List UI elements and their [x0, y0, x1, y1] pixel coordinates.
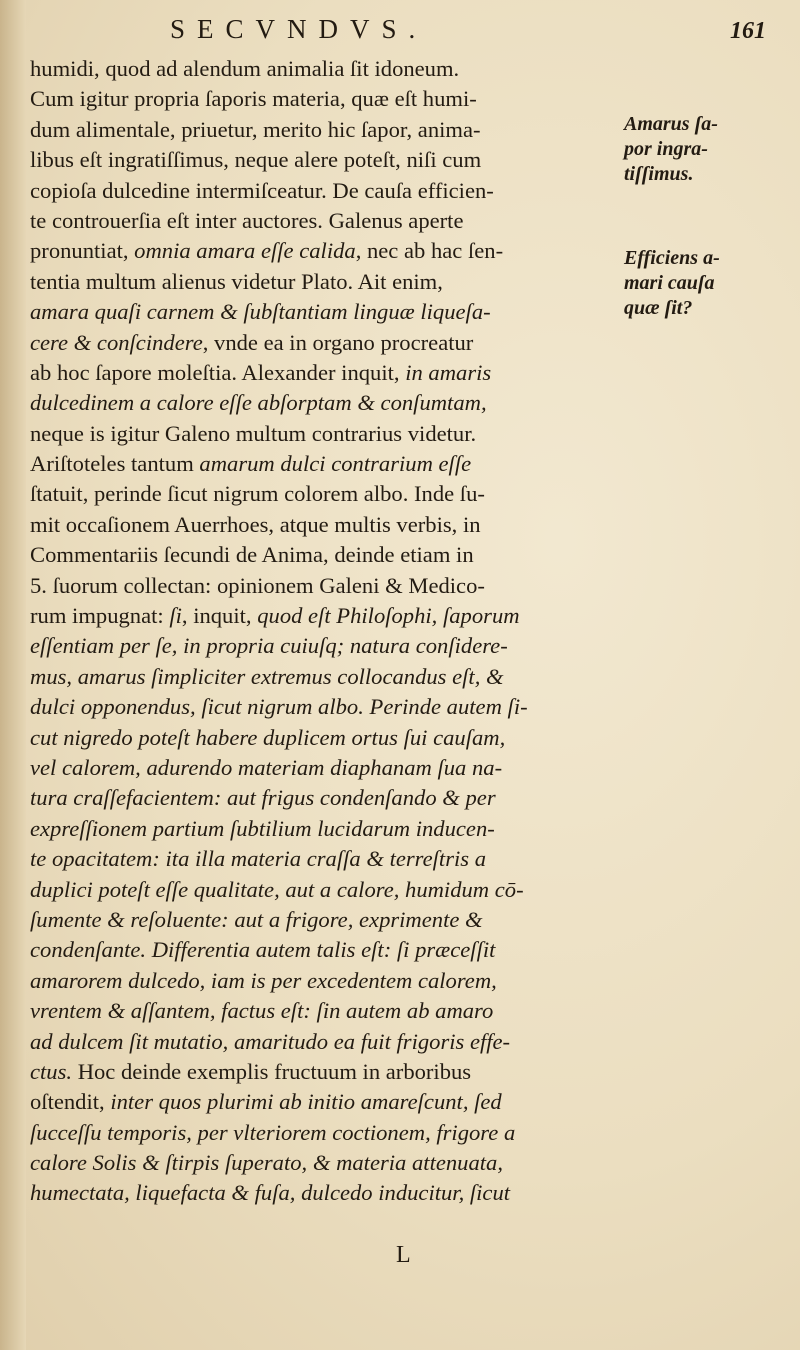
text-line — [30, 935, 628, 965]
text-line — [30, 267, 628, 297]
text-line — [30, 783, 628, 813]
italic-text-segment: vrentem & aſſantem, factus eſt: ſin autem ab amaro — [30, 998, 494, 1024]
text-line — [30, 1087, 628, 1117]
roman-text-segment: tentia multum alienus videtur Plato. Ait enim, — [30, 268, 443, 294]
italic-text-segment: cut nigredo poteſt habere duplicem ortus ſui cauſam, — [30, 724, 506, 750]
text-line — [30, 996, 628, 1026]
roman-text-segment: copioſa dulcedine intermiſceatur. De cauſa efficien- — [30, 177, 494, 203]
italic-text-segment: duplici poteſt eſſe qualitate, aut a calore, humidum cō- — [30, 876, 524, 902]
text-line — [30, 571, 628, 601]
italic-text-segment: amara quaſi carnem & ſubſtantiam linguæ liqueſa- — [30, 299, 491, 325]
roman-text-segment: libus eſt ingratiſſimus, neque alere poteſt, niſi cum — [30, 147, 482, 173]
text-line — [30, 723, 628, 753]
text-line — [30, 236, 628, 266]
text-line — [30, 510, 628, 540]
italic-text-segment: condenſante. — [30, 937, 147, 963]
text-line — [30, 601, 628, 631]
margin-note-line: Efficiens a- — [624, 247, 720, 269]
text-line — [30, 54, 628, 84]
text-line — [30, 449, 628, 479]
roman-text-segment: ſtatuit, perinde ſicut nigrum colorem albo. Inde ſu- — [30, 481, 485, 507]
margin-note-amarus — [624, 112, 794, 187]
page-gutter-shadow — [0, 0, 26, 1350]
italic-text-segment: amarorem dulcedo, iam is per excedentem calorem, — [30, 967, 497, 993]
margin-note-efficiens — [624, 246, 794, 321]
italic-text-segment: expreſſionem partium ſubtilium lucidarum inducen- — [30, 815, 495, 841]
text-line — [30, 328, 628, 358]
text-line — [30, 540, 628, 570]
italic-text-segment: ſi — [169, 603, 182, 629]
italic-text-segment: quod eſt Philoſophi, ſaporum — [257, 603, 520, 629]
roman-text-segment: Commentariis ſecundi de Anima, deinde etiam in — [30, 542, 474, 568]
italic-text-segment: dulcedinem a calore eſſe abſorptam & conſumtam, — [30, 390, 487, 416]
italic-text-segment: humectata, liquefacta & fuſa, dulcedo inducitur, ſicut — [30, 1180, 511, 1206]
text-line — [30, 753, 628, 783]
italic-text-segment: Differentia autem talis eſt: ſi præceſſit — [151, 937, 496, 963]
italic-text-segment: te opacitatem: ita illa materia craſſa & terreſtris a — [30, 846, 487, 872]
text-line — [30, 297, 628, 327]
roman-text-segment: Hoc deinde exemplis fructuum in arboribus — [72, 1058, 472, 1084]
text-line — [30, 692, 628, 722]
roman-text-segment: ab hoc ſapore moleſtia. Alexander inquit, — [30, 359, 406, 385]
text-line — [30, 662, 628, 692]
text-line — [30, 844, 628, 874]
text-line — [30, 358, 628, 388]
roman-text-segment: neque is igitur Galeno multum contrarius videtur. — [30, 420, 477, 446]
roman-text-segment: humidi, quod ad alendum animalia ſit idoneum. — [30, 56, 460, 81]
text-line — [30, 419, 628, 449]
signature-mark: L — [396, 1242, 411, 1268]
text-line — [30, 206, 628, 236]
roman-text-segment: mit occaſionem Auerrhoes, atque multis verbis, in — [30, 511, 481, 537]
text-line — [30, 1178, 628, 1208]
italic-text-segment: in amaris — [405, 359, 492, 385]
roman-text-segment: pronuntiat, — [30, 238, 135, 264]
margin-note-line: quæ ſit? — [624, 297, 693, 319]
italic-text-segment: inter quos plurimi ab initio amareſcunt, ſed — [110, 1089, 502, 1115]
italic-text-segment: cere & conſcindere — [30, 329, 203, 355]
roman-text-segment: 5. ſuorum collectan: opinionem Galeni & Medico- — [30, 572, 485, 598]
italic-text-segment: ſumente & reſoluente: aut a frigore, exprimente & — [30, 906, 483, 932]
margin-note-line: por ingra- — [624, 138, 708, 160]
page-number: 161 — [730, 18, 766, 44]
text-line — [30, 814, 628, 844]
text-line — [30, 1027, 628, 1057]
text-line — [30, 631, 628, 661]
roman-text-segment: te controuerſia eſt inter auctores. Galenus aperte — [30, 207, 464, 233]
italic-text-segment: amarum dulci contrarium eſſe — [199, 451, 472, 477]
text-line — [30, 84, 628, 114]
roman-text-segment: Ariſtoteles tantum — [30, 451, 200, 477]
roman-text-segment: , vnde ea in organo procreatur — [202, 329, 474, 355]
italic-text-segment: mus, amarus ſimpliciter extremus collocandus eſt, & — [30, 663, 504, 689]
margin-note-line: Amarus ſa- — [624, 113, 718, 135]
italic-text-segment: ctus. — [30, 1058, 73, 1084]
text-line — [30, 1148, 628, 1178]
italic-text-segment: vel calorem, adurendo materiam diaphanam ſua na- — [30, 754, 503, 780]
italic-text-segment: omnia amara eſſe calida — [134, 238, 356, 264]
text-line — [30, 1118, 628, 1148]
main-text-block — [30, 54, 628, 1209]
text-line — [30, 875, 628, 905]
italic-text-segment: tura craſſefacientem: aut frigus condenſando & per — [30, 785, 496, 811]
roman-text-segment: dum alimentale, priuetur, merito hic ſapor, anima- — [30, 116, 481, 142]
text-line — [30, 115, 628, 145]
text-line — [30, 176, 628, 206]
running-head: SECVNDVS. — [170, 14, 428, 44]
italic-text-segment: eſſentiam per ſe, in propria cuiuſq; natura conſidere- — [30, 633, 508, 659]
italic-text-segment: dulci opponendus, ſicut nigrum albo. Perinde autem ſi- — [30, 694, 528, 720]
roman-text-segment: , inquit, — [181, 603, 258, 629]
text-line — [30, 479, 628, 509]
italic-text-segment: ad dulcem ſit mutatio, amaritudo ea fuit frigoris effe- — [30, 1028, 511, 1054]
roman-text-segment: oſtendit, — [30, 1089, 111, 1115]
italic-text-segment: ſucceſſu temporis, per vlteriorem coctionem, frigore a — [30, 1119, 516, 1145]
text-line — [30, 388, 628, 418]
roman-text-segment: rum impugnat: — [30, 603, 170, 629]
roman-text-segment: , nec ab hac ſen- — [355, 238, 504, 264]
text-line — [30, 1057, 628, 1087]
text-line — [30, 905, 628, 935]
italic-text-segment: calore Solis & ſtirpis ſuperato, & materia attenuata, — [30, 1150, 503, 1176]
margin-note-line: tiſſimus. — [624, 163, 694, 185]
text-line — [30, 145, 628, 175]
roman-text-segment: Cum igitur propria ſaporis materia, quæ eſt humi- — [30, 86, 477, 112]
margin-note-line: mari cauſa — [624, 272, 715, 294]
text-line — [30, 966, 628, 996]
